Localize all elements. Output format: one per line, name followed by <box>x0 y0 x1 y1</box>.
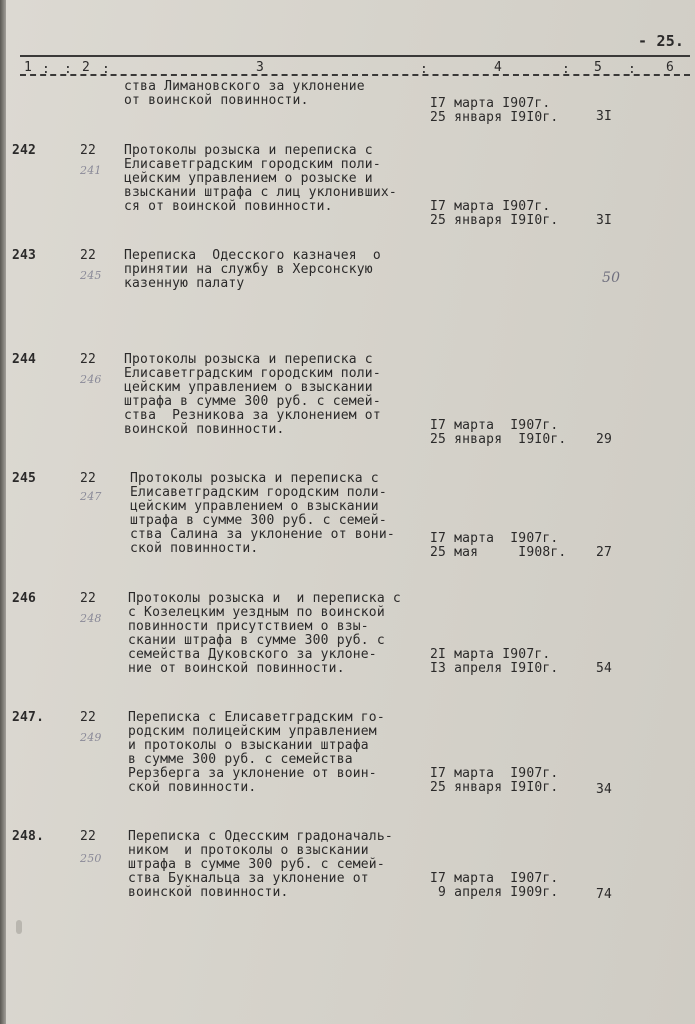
column-header-6: 6 <box>666 60 674 75</box>
entry-sheets: 74 <box>596 887 613 902</box>
column-header-4: 4 <box>494 60 502 75</box>
column-separator: : <box>562 62 570 77</box>
entry-fond: 22 <box>80 248 97 263</box>
entry-number: 245 <box>12 471 37 486</box>
entry-number: 244 <box>12 352 37 367</box>
handwritten-number: 249 <box>80 731 102 744</box>
entry-number: 247. <box>12 710 45 725</box>
entry-description: Протоколы розыска и переписка с Елисаветградским городским поли- цейским управлением о взыскании штрафа в сумме 300 руб. с семей- ства Салина за уклонение от вони- ской повинности. <box>130 471 395 556</box>
page-number: - 25. <box>638 32 685 50</box>
entry-fond: 22 <box>80 471 97 486</box>
entry-sheets: 3I <box>596 109 613 124</box>
entry-sheets: 3I <box>596 213 613 228</box>
handwritten-number: 241 <box>80 164 102 177</box>
header-rule-bottom <box>20 74 690 76</box>
entry-description: Переписка с Одесским градоначаль- ником и протоколы о взыскании штрафа в сумме 300 руб. с семей- ства Букнальца за уклонение от воинской повинности. <box>128 829 393 900</box>
entry-dates: I7 марта I907г. 25 января I9I0г. <box>430 766 559 795</box>
entry-fond: 22 <box>80 710 97 725</box>
column-separator: : <box>628 62 636 77</box>
entry-dates: I7 марта I907г. 25 мая I908г. <box>430 531 567 560</box>
entry-description: Переписка с Елисаветградским го- родским полицейским управлением и протоколы о взыскании штрафа в сумме 300 руб. с семейства Рерзберга за уклонение от воин- ской повинности. <box>128 710 385 795</box>
column-separator: : <box>42 62 50 77</box>
column-header-2: 2 <box>82 60 90 75</box>
entry-dates: I7 марта I907г. 25 января I9I0г. <box>430 96 559 125</box>
entry-sheets: 34 <box>596 782 613 797</box>
entry-description: Протоколы розыска и переписка с Елисаветградским городским поли- цейским управлением о взыскании штрафа в сумме 300 руб. с семей- ства Резникова за уклонением от воинской повинности. <box>124 352 381 437</box>
entry-number: 248. <box>12 829 45 844</box>
column-header-3: 3 <box>256 60 264 75</box>
entry-sheets: 54 <box>596 661 613 676</box>
entry-description: Протоколы розыска и и переписка с с Козелецким уездным по воинской повинности присутствием о взы- скании штрафа в сумме 300 руб. с семейства Дуковского за уклоне- ние от воинской повинности. <box>128 591 401 676</box>
entry-number: 242 <box>12 143 37 158</box>
entry-fond: 22 <box>80 591 97 606</box>
entry-number: 243 <box>12 248 37 263</box>
column-header-1: 1 <box>24 60 32 75</box>
handwritten-number: 246 <box>80 373 102 386</box>
entry-dates: I7 марта I907г. 25 января I9I0г. <box>430 418 567 447</box>
entry-description: ства Лимановского за уклонение от воинской повинности. <box>124 79 365 108</box>
entry-dates: 2I марта I907г. I3 апреля I9I0г. <box>430 647 559 676</box>
entry-sheets: 29 <box>596 432 613 447</box>
entry-dates: I7 марта I907г. 9 апреля I909г. <box>430 871 559 900</box>
binding-hole <box>16 920 22 934</box>
entry-dates: I7 марта I907г. 25 января I9I0г. <box>430 199 559 228</box>
header-rule-top <box>20 55 690 57</box>
entry-description: Переписка Одесского казначея о принятии на службу в Херсонскую казенную палату <box>124 248 381 291</box>
entry-fond: 22 <box>80 352 97 367</box>
column-separator: : <box>102 62 110 77</box>
entry-description: Протоколы розыска и переписка с Елисаветградским городским поли- цейским управлением о розыске и взыскании штрафа с лиц уклонивших- ся от воинской повинности. <box>124 143 397 214</box>
entry-fond: 22 <box>80 829 97 844</box>
handwritten-number: 248 <box>80 612 102 625</box>
handwritten-number: 247 <box>80 490 102 503</box>
handwritten-number: 245 <box>80 269 102 282</box>
column-separator: : <box>420 62 428 77</box>
handwritten-sheets: 50 <box>602 270 621 286</box>
archive-page <box>6 0 695 1024</box>
column-separator: : <box>64 62 72 77</box>
entry-number: 246 <box>12 591 37 606</box>
column-header-5: 5 <box>594 60 602 75</box>
entry-sheets: 27 <box>596 545 613 560</box>
handwritten-number: 250 <box>80 852 102 865</box>
entry-fond: 22 <box>80 143 97 158</box>
